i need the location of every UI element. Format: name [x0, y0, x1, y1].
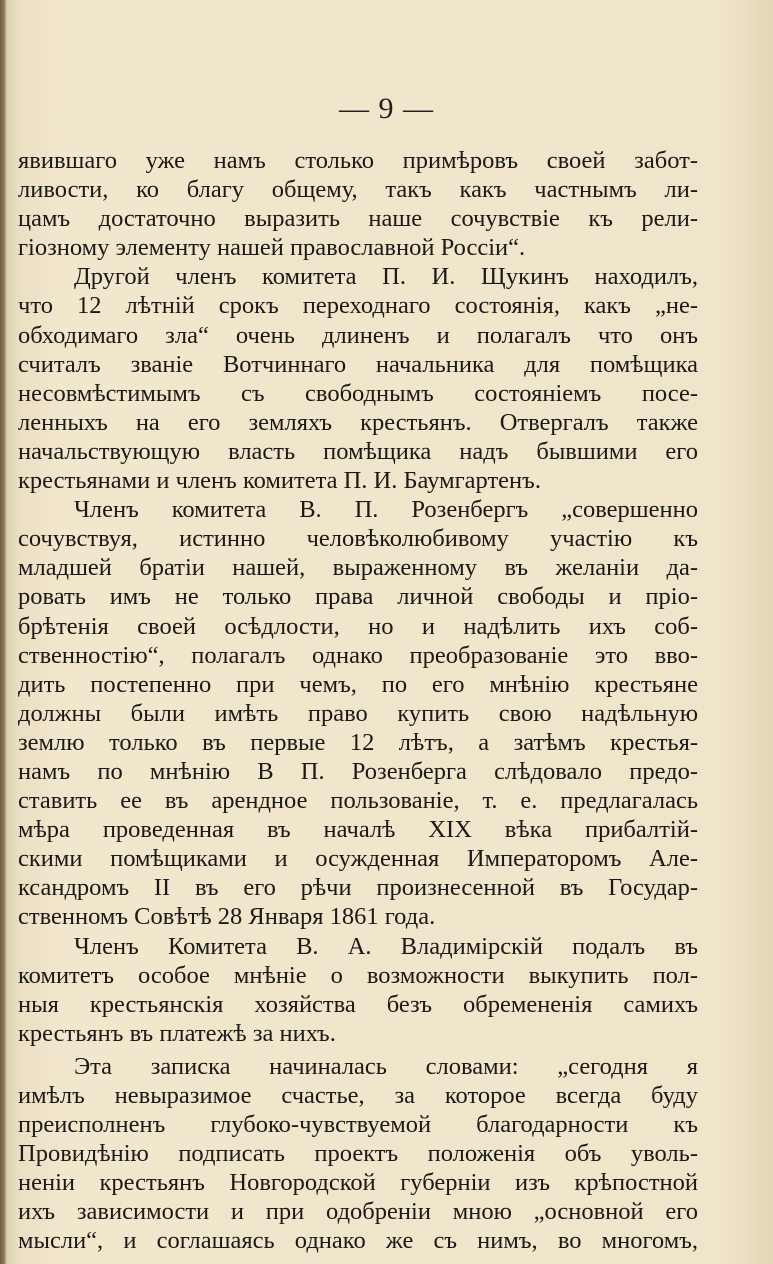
- binding-edge: [0, 0, 7, 1264]
- body-text: [18, 146, 698, 1256]
- paragraph-3: [18, 495, 698, 931]
- text-line: Эта записка начиналась словами: „сегодня я: [74, 1052, 698, 1080]
- paragraph-5: [18, 1052, 698, 1256]
- text-line: брѣтенія своей осѣдлости, но и надѣлить ихъ соб-: [18, 612, 698, 640]
- text-line: ныя крестьянскія хозяйства безъ обремененія самихъ: [18, 990, 698, 1018]
- text-line: дить постепенно при чемъ, по его мнѣнію крестьяне: [18, 670, 698, 698]
- text-line: явившаго уже намъ столько примѣровъ своей забот-: [18, 147, 698, 174]
- text-line: неніи крестьянъ Новгородской губерніи изъ крѣпостной: [18, 1169, 698, 1197]
- text-line: крестьянъ въ платежѣ за нихъ.: [18, 1019, 336, 1047]
- text-line: ственномъ Совѣтѣ 28 Января 1861 года.: [18, 903, 436, 931]
- text-line: землю только въ первые 12 лѣтъ, а затѣмъ крестья-: [18, 728, 698, 756]
- text-line: крестьянами и членъ комитета П. И. Баумгартенъ.: [18, 467, 541, 495]
- text-line: Другой членъ комитета П. И. Щукинъ находилъ,: [74, 263, 698, 291]
- text-line: сочувствуя, истинно человѣколюбивому участію къ: [18, 525, 698, 553]
- text-line: мѣра проведенная въ началѣ XIX вѣка прибалтій-: [18, 816, 698, 844]
- text-line: цамъ достаточно выразить наше сочувствіе къ рели-: [18, 205, 698, 233]
- text-line: ленныхъ на его земляхъ крестьянъ. Отвергалъ также: [18, 408, 698, 436]
- text-line: ихъ зависимости и при одобреніи мною „основной его: [18, 1198, 698, 1226]
- paragraph-2: [18, 262, 698, 495]
- paragraph-1: [18, 146, 698, 262]
- text-line: ственностію“, полагалъ однако преобразованіе это вво-: [18, 641, 698, 669]
- text-line: Членъ комитета В. П. Розенбергъ „совершенно: [74, 496, 698, 524]
- paragraph-4: [18, 932, 698, 1048]
- text-line: что 12 лѣтній срокъ переходнаго состоянія, какъ „не-: [18, 292, 698, 320]
- text-line: мысли“, и соглашаясь однако же съ нимъ, во многомъ,: [18, 1227, 698, 1255]
- text-line: Провидѣнію подписать проектъ положенія объ уволь-: [18, 1140, 698, 1168]
- text-line: Членъ Комитета В. А. Владимірскій подалъ въ: [74, 932, 698, 960]
- text-line: считалъ званіе Вотчиннаго начальника для помѣщика: [18, 350, 698, 378]
- text-line: ровать имъ не только права личной свободы и пріо-: [18, 583, 698, 611]
- text-line: преисполненъ глубоко-чувствуемой благодарности къ: [18, 1111, 698, 1139]
- text-line: должны были имѣть право купить свою надѣльную: [18, 699, 698, 727]
- text-line: скими помѣщиками и осужденная Императоромъ Але-: [18, 845, 698, 873]
- text-line: имѣлъ невыразимое счастье, за которое всегда буду: [18, 1082, 698, 1109]
- text-line: комитетъ особое мнѣніе о возможности выкупить пол-: [18, 961, 698, 989]
- text-line: ставить ее въ арендное пользованіе, т. е. предлагалась: [18, 787, 698, 815]
- text-line: намъ по мнѣнію В П. Розенберга слѣдовало предо-: [18, 757, 698, 785]
- text-line: обходимаго зла“ очень длиненъ и полагалъ что онъ: [18, 321, 698, 349]
- text-line: ксандромъ II въ его рѣчи произнесенной въ Государ-: [18, 874, 698, 902]
- text-line: гіозному элементу нашей православной Россіи“.: [18, 234, 526, 262]
- text-line: младшей братіи нашей, выраженному въ желаніи да-: [18, 554, 698, 582]
- text-line: начальствующую власть помѣщика надъ бывшими его: [18, 437, 698, 465]
- text-line: ливости, ко благу общему, такъ какъ частнымъ ли-: [18, 176, 698, 204]
- page-number: — 9 —: [339, 92, 434, 125]
- text-line: несовмѣстимымъ съ свободнымъ состояніемъ посе-: [18, 379, 698, 407]
